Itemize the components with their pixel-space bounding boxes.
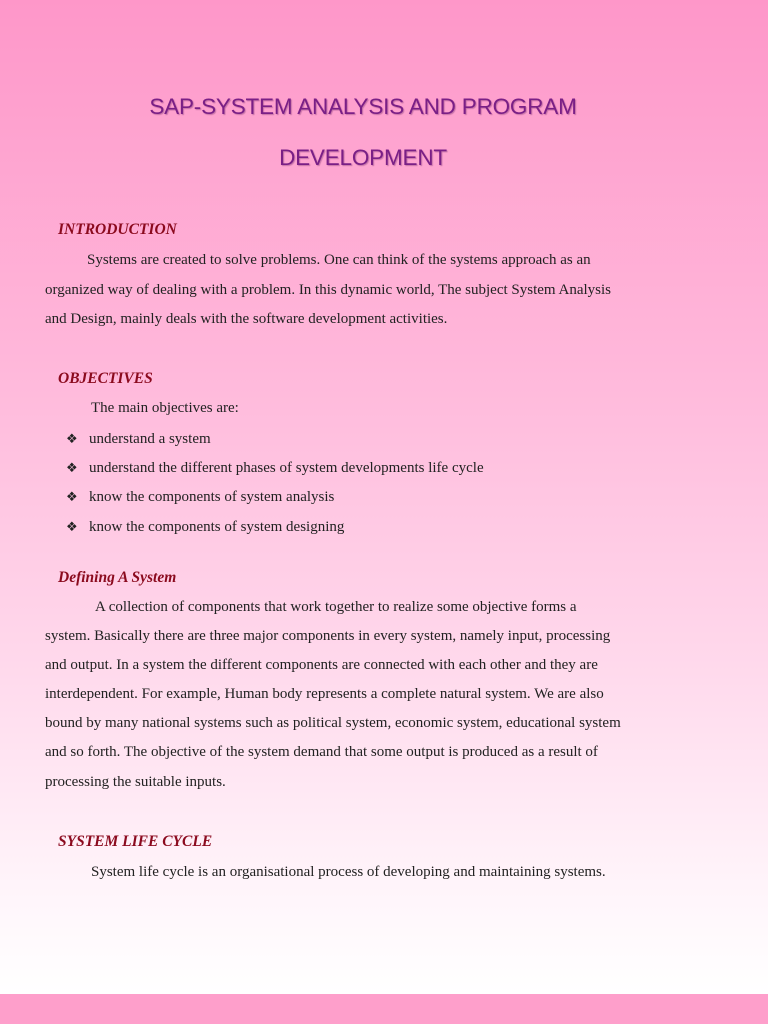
- introduction-line-1: Systems are created to solve problems. One can think of the systems approach as an: [87, 252, 591, 268]
- document-title-line-2: DEVELOPMENT: [279, 145, 447, 170]
- objectives-intro: The main objectives are:: [91, 400, 239, 416]
- defining-system-line-1: A collection of components that work together to realize some objective forms a: [95, 599, 577, 615]
- page-bottom-band: [0, 994, 768, 1024]
- list-item: ❖ understand the different phases of system developments life cycle: [66, 457, 484, 486]
- list-item: ❖ understand a system: [66, 428, 484, 457]
- introduction-heading: INTRODUCTION: [58, 221, 177, 238]
- objectives-heading: OBJECTIVES: [58, 370, 153, 387]
- life-cycle-heading: SYSTEM LIFE CYCLE: [58, 833, 213, 850]
- defining-system-line-6: and so forth. The objective of the system demand that some output is produced as a result of: [45, 744, 598, 760]
- diamond-bullet-icon: ❖: [66, 519, 78, 535]
- document-title-line-1: SAP-SYSTEM ANALYSIS AND PROGRAM: [149, 94, 577, 119]
- diamond-bullet-icon: ❖: [66, 461, 78, 477]
- defining-system-heading: Defining A System: [58, 569, 177, 586]
- objectives-list: [66, 428, 484, 545]
- life-cycle-text: System life cycle is an organisational process of developing and maintaining systems.: [91, 864, 606, 880]
- defining-system-line-7: processing the suitable inputs.: [45, 774, 226, 790]
- diamond-bullet-icon: ❖: [66, 490, 78, 506]
- introduction-line-2: organized way of dealing with a problem. In this dynamic world, The subject System Analysis: [45, 282, 612, 298]
- diamond-bullet-icon: ❖: [66, 432, 78, 447]
- list-item: ❖ know the components of system analysis: [66, 486, 484, 515]
- defining-system-line-2: system. Basically there are three major components in every system, namely input, processing: [45, 628, 611, 644]
- list-item: ❖ know the components of system designing: [66, 516, 484, 545]
- defining-system-line-5: bound by many national systems such as political system, economic system, educational system: [45, 715, 621, 731]
- introduction-line-3: and Design, mainly deals with the software development activities.: [45, 311, 448, 327]
- defining-system-line-4: interdependent. For example, Human body represents a complete natural system. We are also: [45, 686, 604, 702]
- defining-system-line-3: and output. In a system the different components are connected with each other and they are: [45, 657, 598, 673]
